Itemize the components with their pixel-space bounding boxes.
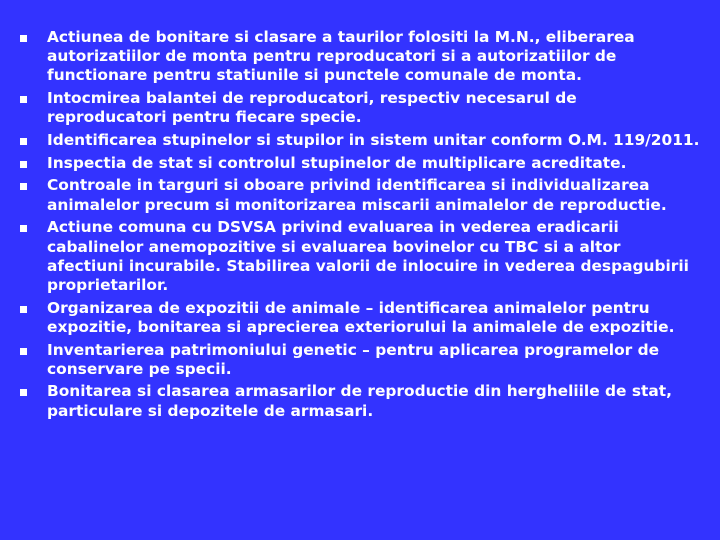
bullet-text: Controale in targuri si oboare privind identificarea si individualizarea animalelor precum si monitorizarea miscarii animalelor de reproductie. [47,176,667,214]
bullet-item-4 [20,154,700,173]
square-bullet-icon [20,35,27,42]
square-bullet-icon [20,183,27,190]
bullet-item-6 [20,218,700,295]
square-bullet-icon [20,306,27,313]
bullet-text: Actiunea de bonitare si clasare a taurilor folositi la M.N., eliberarea autorizatiilor de monta pentru reproducatori si a autorizatiilor de functionare pentru statiunile si punctele comunale de monta. [47,28,635,85]
bullet-text: Inventarierea patrimoniului genetic – pentru aplicarea programelor de conservare pe specii. [47,340,660,378]
bullet-item-3 [20,131,700,150]
square-bullet-icon [20,225,27,232]
square-bullet-icon [20,348,27,355]
bullet-item-1 [20,28,700,86]
bullet-item-7 [20,299,700,337]
bullet-item-9 [20,382,700,420]
square-bullet-icon [20,138,27,145]
bullet-item-5 [20,176,700,214]
bullet-text: Organizarea de expozitii de animale – identificarea animalelor pentru expozitie, bonitarea si aprecierea exteriorului la animalele de expozitie. [47,298,675,336]
bullet-item-8 [20,341,700,379]
bullet-text: Inspectia de stat si controlul stupinelor de multiplicare acreditate. [47,153,627,172]
square-bullet-icon [20,161,27,168]
bullet-item-2 [20,89,700,127]
square-bullet-icon [20,389,27,396]
bullet-text: Actiune comuna cu DSVSA privind evaluarea in vederea eradicarii cabalinelor anemopozitive si evaluarea bovinelor cu TBC si a altor afectiuni incurabile. Stabilirea valorii de inlocuire in vederea despagubirii proprietarilor. [47,218,689,294]
bullet-text: Bonitarea si clasarea armasarilor de reproductie din hergheliile de stat, particulare si depozitele de armasari. [47,382,672,420]
bullet-list [20,28,700,424]
bullet-text: Identificarea stupinelor si stupilor in sistem unitar conform O.M. 119/2011. [47,131,700,150]
bullet-text: Intocmirea balantei de reproducatori, respectiv necesarul de reproducatori pentru fiecare specie. [47,89,577,127]
square-bullet-icon [20,96,27,103]
